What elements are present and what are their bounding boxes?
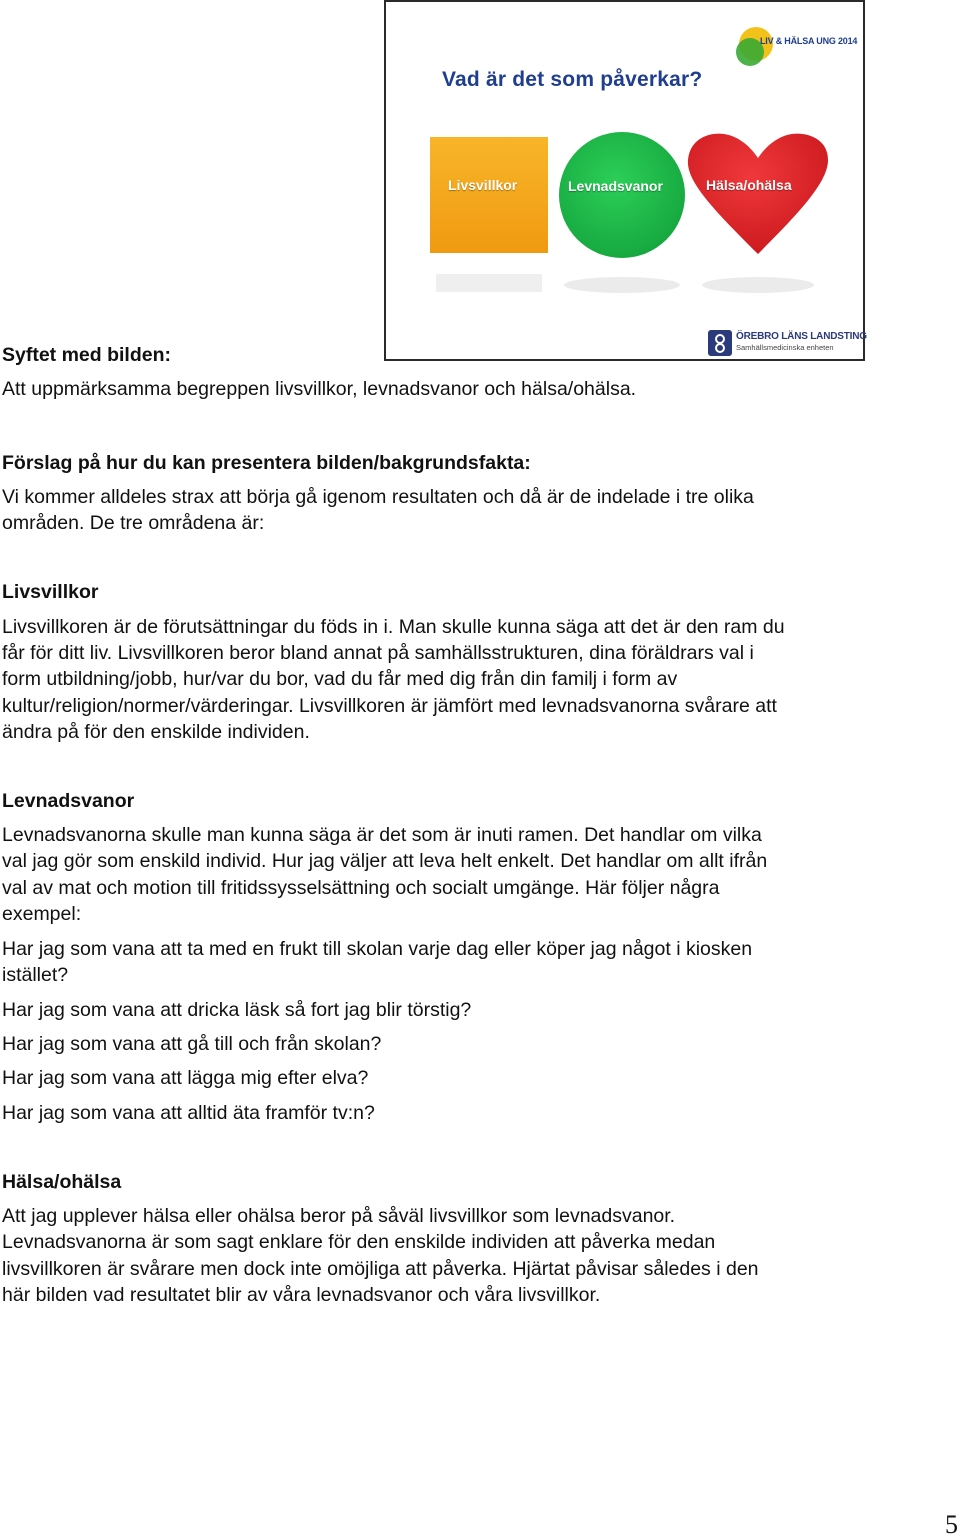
logo-name: ÖREBRO LÄNS LANDSTING: [736, 331, 867, 342]
slide-figure: [384, 0, 865, 361]
levnadsvanor-line: Levnadsvanorna skulle man kunna säga är det som är inuti ramen. Det handlar om vilka: [2, 824, 762, 846]
livsvillkor-line: form utbildning/jobb, hur/var du bor, vad du får med dig från din familj i form av: [2, 668, 678, 690]
livsvillkor-heading: Livsvillkor: [2, 581, 99, 603]
halsa-line: här bilden vad resultatet blir av våra levnadsvanor och våra livsvillkor.: [2, 1284, 601, 1306]
levnadsvanor-circle: [559, 132, 685, 258]
syfte-text: Att uppmärksamma begreppen livsvillkor, levnadsvanor och hälsa/ohälsa.: [2, 378, 637, 400]
halsa-line: Att jag upplever hälsa eller ohälsa beror på såväl livsvillkor som levnadsvanor.: [2, 1205, 676, 1227]
example-line: Har jag som vana att ta med en frukt till skolan varje dag eller köper jag något i kiosken: [2, 938, 753, 960]
forslag-line: Vi kommer alldeles strax att börja gå igenom resultaten och då är de indelade i tre olika: [2, 486, 754, 508]
syfte-heading: Syftet med bilden:: [2, 344, 172, 366]
slide-title: Vad är det som påverkar?: [442, 68, 703, 91]
halsa-line: Levnadsvanorna är som sagt enklare för den enskilde individen att påverka medan: [2, 1231, 716, 1253]
livsvillkor-line: Livsvillkoren är de förutsättningar du föds in i. Man skulle kunna säga att det är den ram du: [2, 616, 785, 638]
forslag-heading: Förslag på hur du kan presentera bilden/bakgrundsfakta:: [2, 452, 531, 474]
logo-subtitle: Samhällsmedicinska enheten: [736, 343, 834, 352]
example-line: Har jag som vana att dricka läsk så fort jag blir törstig?: [2, 999, 472, 1021]
landsting-logo-icon: [708, 330, 732, 356]
badge-text: LIV & HÄLSA UNG 2014: [760, 36, 858, 46]
levnadsvanor-label: Levnadsvanor: [568, 178, 663, 194]
halsa-heart: [688, 134, 828, 254]
halsa-line: livsvillkoren är svårare men dock inte omöjliga att påverka. Hjärtat påvisar således i den: [2, 1258, 759, 1280]
levnadsvanor-line: val av mat och motion till fritidssysselsättning och socialt umgänge. Här följer några: [2, 877, 720, 899]
livsvillkor-line: får för ditt liv. Livsvillkoren beror bland annat på samhällsstrukturen, dina föräldrars val i: [2, 642, 754, 664]
halsa-heading: Hälsa/ohälsa: [2, 1171, 122, 1193]
levnadsvanor-line: exempel:: [2, 903, 82, 925]
example-line: Har jag som vana att gå till och från skolan?: [2, 1033, 382, 1055]
forslag-line: områden. De tre områdena är:: [2, 512, 265, 534]
halsa-ohalsa-label: Hälsa/ohälsa: [706, 177, 792, 193]
example-line: Har jag som vana att lägga mig efter elva?: [2, 1067, 369, 1089]
page-number: 5: [945, 1510, 958, 1539]
livsvillkor-line: ändra på för den enskilde individen.: [2, 721, 310, 743]
livsvillkor-square: [430, 137, 548, 253]
livsvillkor-line: kultur/religion/normer/värderingar. Livsvillkoren är jämfört med levnadsvanorna svårare att: [2, 695, 777, 717]
levnadsvanor-heading: Levnadsvanor: [2, 790, 135, 812]
levnadsvanor-line: val jag gör som enskild individ. Hur jag väljer att leva helt enkelt. Det handlar om allt ifrån: [2, 850, 768, 872]
example-line: Har jag som vana att alltid äta framför tv:n?: [2, 1102, 375, 1124]
livsvillkor-label: Livsvillkor: [448, 177, 518, 193]
example-line: istället?: [2, 964, 69, 986]
shapes-illustration: [386, 2, 867, 302]
